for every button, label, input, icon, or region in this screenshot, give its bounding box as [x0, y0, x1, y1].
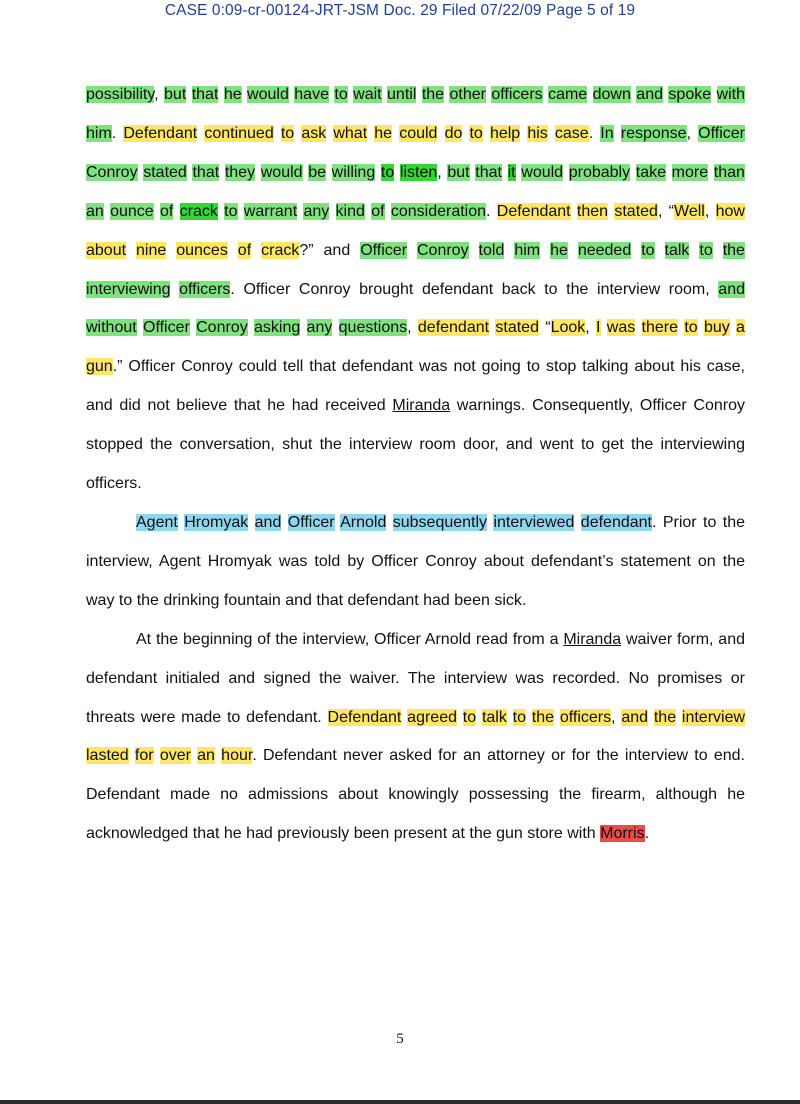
highlight-yellow: to: [684, 319, 698, 337]
highlight-green: warrant: [243, 202, 298, 220]
highlight-green: but: [164, 86, 187, 103]
highlight-yellow: a: [736, 319, 745, 337]
highlight-green: questions: [338, 319, 408, 337]
highlight-green: other: [449, 86, 486, 103]
document-body: [86, 76, 745, 854]
highlight-yellow: the: [653, 708, 677, 726]
highlight-green: more: [671, 163, 709, 181]
highlight-green: wait: [353, 86, 382, 103]
highlight-yellow: and: [621, 708, 649, 726]
highlight-green: officers: [491, 86, 543, 103]
highlight-green: interviewing: [86, 280, 171, 298]
highlight-yellow: crack: [261, 241, 300, 259]
highlight-dark-green: to: [380, 163, 395, 181]
highlight-yellow: I: [596, 319, 601, 337]
highlight-green: talk: [664, 241, 690, 259]
highlight-green: any: [306, 319, 333, 337]
highlight-yellow: interview: [681, 708, 746, 726]
highlight-green: him: [514, 241, 541, 259]
highlight-yellow: agreed: [407, 708, 457, 726]
highlight-yellow: continued: [204, 124, 274, 142]
highlight-green: and: [718, 280, 745, 298]
highlight-green: needed: [577, 241, 632, 259]
highlight-yellow: an: [197, 747, 215, 765]
highlight-yellow: of: [237, 241, 252, 259]
highlight-green: take: [635, 163, 667, 181]
highlight-green: Officer: [360, 241, 408, 259]
highlight-green: would: [260, 163, 303, 181]
highlight-yellow: Defendant: [496, 202, 571, 220]
highlight-yellow: stated: [495, 319, 539, 337]
highlight-green: Conroy: [86, 163, 138, 181]
highlight-yellow: officers: [559, 708, 612, 726]
highlight-yellow: nine: [136, 241, 167, 259]
highlight-green: until: [387, 86, 417, 103]
highlight-green: Officer: [143, 319, 190, 337]
highlight-green: have: [294, 86, 329, 103]
highlight-green: consideration: [390, 202, 487, 220]
highlight-green: any: [303, 202, 330, 220]
highlight-yellow: Defendant: [327, 708, 402, 726]
highlight-yellow: stated: [614, 202, 658, 220]
highlight-green: willing: [331, 163, 376, 181]
highlight-red: Morris: [600, 825, 645, 843]
highlight-yellow: gun: [86, 358, 113, 376]
highlight-blue: Hromyak: [184, 513, 249, 531]
page-number: 5: [396, 1031, 404, 1047]
highlight-yellow: was: [606, 319, 636, 337]
case-header: CASE 0:09-cr-00124-JRT-JSM Doc. 29 Filed 07/22/09 Page 5 of 19: [164, 2, 636, 19]
highlight-green: Conroy: [196, 319, 248, 337]
highlight-blue: and: [254, 513, 282, 531]
highlight-green: and: [636, 86, 663, 103]
paragraph-2: Agent Hromyak and Officer Arnold subsequently interviewed defendant. Prior to the interview, Agent Hromyak was told by Officer Conroy about defendant’s statement on the way to the drinking fountain and that defendant had been sick.: [86, 513, 745, 609]
highlight-yellow: what: [333, 124, 368, 142]
highlight-green: Conroy: [417, 241, 469, 259]
highlight-green: spoke: [668, 86, 712, 103]
highlight-green: kind: [335, 202, 365, 220]
highlight-yellow: to: [280, 124, 295, 142]
highlight-green: came: [548, 86, 588, 103]
highlight-yellow: the: [531, 708, 555, 726]
highlight-yellow: how: [715, 202, 745, 220]
highlight-green: of: [371, 202, 385, 220]
highlight-blue: Officer: [287, 513, 335, 531]
highlight-yellow: help: [489, 124, 521, 142]
bottom-divider: [0, 1100, 800, 1104]
highlight-yellow: do: [444, 124, 463, 142]
highlight-yellow: Defendant: [123, 124, 198, 142]
highlight-yellow: his: [527, 124, 548, 142]
highlight-dark-green: crack: [179, 202, 218, 220]
highlight-green: told: [478, 241, 505, 259]
highlight-blue: Arnold: [340, 513, 387, 531]
highlight-green: stated: [143, 163, 187, 181]
highlight-green: him: [86, 124, 112, 142]
paragraph-1: possibility, but that he would have to wait until the other officers came down and spoke with him. Defendant continued to ask what he could do to help his case. In response, Officer Conroy stated that they would be willing to listen, but that it would probably take more than an ounce of crack to warrant any kind of consideration. Defendant then stated, “Well, how about nine ounces of crack?” and Officer Conroy told him he needed to talk to the interviewing officers. Officer Conroy brought defendant back to the interview room, and without Officer Conroy asking any questions, defendant stated “Look, I was there to buy a gun.” Officer Conroy could tell that defendant was not going to stop talking about his case, and did not believe that he had received Miranda warnings. Consequently, Officer Conroy stopped the conversation, shut the interview room door, and went to get the interviewing officers.: [86, 86, 746, 493]
highlight-yellow: he: [374, 124, 393, 142]
highlight-dark-green: it: [507, 163, 516, 181]
highlight-green: ounce: [110, 202, 154, 220]
underlined-term: Miranda: [563, 630, 622, 648]
highlight-yellow: ounces: [176, 241, 228, 259]
highlight-yellow: then: [576, 202, 609, 220]
highlight-green: Officer: [698, 124, 745, 142]
highlight-green: to: [224, 202, 238, 220]
highlight-green: with: [716, 86, 745, 103]
highlight-green: without: [86, 319, 137, 337]
highlight-green: down: [592, 86, 631, 103]
highlight-blue: interviewed: [493, 513, 575, 531]
highlight-green: they: [224, 163, 256, 181]
highlight-yellow: talk: [481, 708, 507, 726]
highlight-green: to: [641, 241, 655, 259]
highlight-yellow: ask: [301, 124, 327, 142]
highlight-green: of: [159, 202, 174, 220]
highlight-dark-green: listen: [399, 163, 438, 181]
highlight-green: to: [699, 241, 713, 259]
highlight-green: the: [421, 86, 445, 103]
highlight-yellow: Well: [674, 202, 705, 220]
highlight-yellow: hour: [221, 747, 253, 765]
highlight-green: would: [521, 163, 564, 181]
highlight-green: but: [447, 163, 470, 181]
highlight-blue: subsequently: [392, 513, 488, 531]
highlight-green: that: [192, 163, 220, 181]
highlight-green: to: [334, 86, 348, 103]
highlight-yellow: there: [641, 319, 679, 337]
highlight-green: the: [722, 241, 745, 259]
paragraph-3: At the beginning of the interview, Officer Arnold read from a Miranda waiver form, and defendant initialed and signed the waiver. The interview was recorded. No promises or threats were made to defendant. Defendant agreed to talk to the officers, and the interview lasted for over an hour. Defendant never asked for an attorney or for the interview to end. Defendant made no admissions about knowingly possessing the firearm, although he acknowledged that he had previously been present at the gun store with Morris.: [86, 630, 746, 843]
highlight-yellow: lasted: [86, 747, 129, 765]
highlight-blue: Agent: [136, 513, 178, 531]
highlight-green: an: [86, 202, 104, 220]
underlined-term: Miranda: [392, 397, 451, 415]
highlight-yellow: defendant: [417, 319, 490, 337]
highlight-yellow: for: [134, 747, 154, 765]
highlight-blue: defendant: [580, 513, 652, 531]
highlight-green: In: [600, 124, 614, 142]
highlight-green: response: [620, 124, 687, 142]
highlight-yellow: to: [462, 708, 477, 726]
highlight-green: asking: [254, 319, 301, 337]
highlight-green: possibility: [86, 86, 155, 103]
highlight-green: he: [550, 241, 568, 259]
highlight-yellow: to: [469, 124, 483, 142]
highlight-yellow: case: [554, 124, 589, 142]
highlight-green: officers: [179, 280, 231, 298]
highlight-yellow: about: [86, 241, 127, 259]
highlight-green: be: [308, 163, 326, 181]
highlight-yellow: could: [399, 124, 438, 142]
highlight-yellow: buy: [703, 319, 730, 337]
highlight-green: probably: [568, 163, 631, 181]
highlight-green: that: [191, 86, 219, 103]
highlight-green: that: [475, 163, 502, 181]
highlight-yellow: over: [159, 747, 191, 765]
highlight-green: would: [247, 86, 289, 103]
highlight-yellow: Look: [550, 319, 586, 337]
highlight-yellow: to: [512, 708, 526, 726]
highlight-green: than: [713, 163, 745, 181]
highlight-green: he: [223, 86, 242, 103]
